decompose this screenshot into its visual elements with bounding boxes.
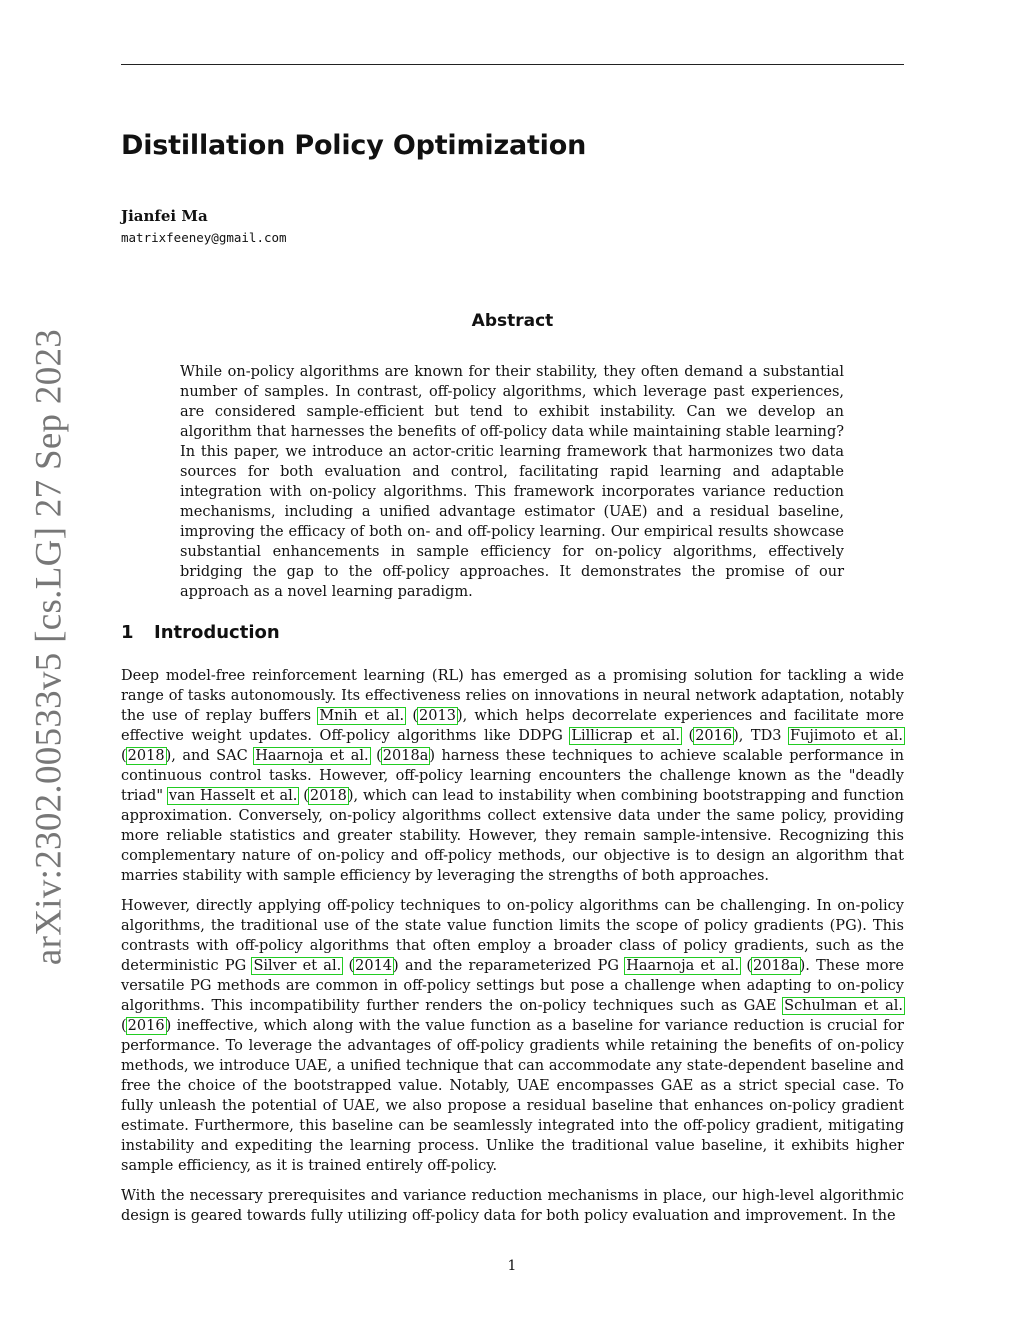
citation-year-link[interactable]: 2016 bbox=[127, 1018, 165, 1034]
abstract-heading: Abstract bbox=[471, 311, 554, 331]
citation-year-link[interactable]: 2018a bbox=[382, 748, 429, 764]
author-email: matrixfeeney@gmail.com bbox=[121, 230, 287, 245]
citation-year-link[interactable]: 2016 bbox=[695, 728, 733, 744]
text-run: However, directly applying off-policy techniques to on-policy algorithms can be challenging. In on-policy algorithms, the traditional use of the state value function limits the scope of policy gradients (PG). This contrasts with off-policy algorithms that often employ a broader class of policy gradients, such as the deterministic PG bbox=[121, 898, 904, 974]
author-name: Jianfei Ma bbox=[121, 207, 208, 225]
text-run: and the reparameterized PG bbox=[398, 958, 626, 974]
text-run: , which helps decorrelate experiences and facilitate more effective weight updates. Off-policy algorithms like DDPG bbox=[121, 708, 904, 744]
paper-title: Distillation Policy Optimization bbox=[121, 130, 587, 161]
citation-link[interactable]: Fujimoto et al. bbox=[790, 728, 903, 744]
citation-link[interactable]: Haarnoja et al. bbox=[255, 748, 369, 764]
top-rule bbox=[121, 64, 904, 65]
text-run: ineffective, which along with the value function as a baseline for variance reduction is crucial for performance. To leverage the advantages of off-policy gradients while retaining the benefits of on-policy methods, we introduce UAE, a unified technique that can accommodate any state-dependent baseline and free the choice of the bootstrapped value. Notably, UAE encompasses GAE as a strict special case. To fully unleash the potential of UAE, we also propose a residual baseline that enhances on-policy gradient estimate. Furthermore, this baseline can be seamlessly integrated into the off-policy gradient, mitigating instability and expediting the learning process. Unlike the traditional value baseline, it exhibits higher sample efficiency, as it is trained entirely off-policy. bbox=[121, 1018, 904, 1174]
citation-year-link[interactable]: 2018 bbox=[309, 788, 347, 804]
section-title: Introduction bbox=[154, 622, 280, 643]
citation-year-link[interactable]: 2018 bbox=[127, 748, 165, 764]
text-run: , which can lead to instability when combining bootstrapping and function approximation. Conversely, on-policy algorithms collect extensive data under the same policy, providing more reliable statistics and greater stability. However, they remain sample-intensive. Recognizing this complementary nature of on-policy and off-policy methods, our objective is to design an algorithm that marries stability with sample efficiency by leveraging the strengths of both approaches. bbox=[121, 788, 904, 884]
paragraph-3: With the necessary prerequisites and variance reduction mechanisms in place, our high-level algorithmic design is geared towards fully utilizing off-policy data for both policy evaluation and improvement. In the bbox=[121, 1188, 904, 1224]
paragraph-1: Deep model-free reinforcement learning (RL) has emerged as a promising solution for tackling a wide range of tasks autonomously. Its effectiveness relies on innovations in neural network adaptation, notably the use of replay buffers Mnih et al. (2013), which helps decorrelate experiences and facilitate more effective weight updates. Off-policy algorithms like DDPG Lillicrap et al. (2016), TD3 Fujimoto et al. (2018), and SAC Haarnoja et al. (2018a) harness these techniques to achieve scalable performance in continuous control tasks. However, off-policy learning encounters the challenge known as the "deadly triad" van Hasselt et al. (2018), which can lead to instability when combining bootstrapping and function approximation. Conversely, on-policy algorithms collect extensive data under the same policy, providing more reliable statistics and greater stability. However, they remain sample-intensive. Recognizing this complementary nature of on-policy and off-policy methods, our objective is to design an algorithm that marries stability with sample efficiency by leveraging the strengths of both approaches. bbox=[121, 668, 905, 884]
citation-link[interactable]: Silver et al. bbox=[253, 958, 342, 974]
paragraph-2: However, directly applying off-policy techniques to on-policy algorithms can be challenging. In on-policy algorithms, the traditional use of the state value function limits the scope of policy gradients (PG). This contrasts with off-policy algorithms that often employ a broader class of policy gradients, such as the deterministic PG Silver et al. (2014) and the reparameterized PG Haarnoja et al. (2018a). These more versatile PG methods are common in off-policy settings but pose a challenge when adapting to on-policy algorithms. This incompatibility further renders the on-policy techniques such as GAE Schulman et al. (2016) ineffective, which along with the value function as a baseline for variance reduction is crucial for performance. To leverage the advantages of off-policy gradients while retaining the benefits of on-policy methods, we introduce UAE, a unified technique that can accommodate any state-dependent baseline and free the choice of the bootstrapped value. Notably, UAE encompasses GAE as a strict special case. To fully unleash the potential of UAE, we also propose a residual baseline that enhances on-policy gradient estimate. Furthermore, this baseline can be seamlessly integrated into the off-policy gradient, mitigating instability and expediting the learning process. Unlike the traditional value baseline, it exhibits higher sample efficiency, as it is trained entirely off-policy. bbox=[121, 898, 904, 1174]
text-run: Deep model-free reinforcement learning (RL) has emerged as a promising solution for tackling a wide range of tasks autonomously. Its effectiveness relies on innovations in neural network adaptation, notably the use of replay buffers bbox=[121, 668, 904, 724]
section-number: 1 bbox=[121, 622, 134, 643]
text-run: , TD3 bbox=[738, 728, 790, 744]
citation-year-link[interactable]: 2013 bbox=[419, 708, 456, 724]
citation-year-link[interactable]: 2018a bbox=[753, 958, 799, 974]
body-text bbox=[121, 666, 904, 1236]
citation-year-link[interactable]: 2014 bbox=[355, 958, 393, 974]
text-run: , and SAC bbox=[171, 748, 255, 764]
citation-link[interactable]: Schulman et al. bbox=[784, 998, 903, 1014]
section-heading bbox=[121, 622, 280, 643]
citation-link[interactable]: Mnih et al. bbox=[319, 708, 405, 724]
text-run: . These more versatile PG methods are common in off-policy settings but pose a challenge when adapting to on-policy algorithms. This incompatibility further renders the on-policy techniques such as GAE bbox=[121, 958, 904, 1014]
citation-link[interactable]: Haarnoja et al. bbox=[626, 958, 740, 974]
arxiv-stamp: arXiv:2302.00533v5 [cs.LG] 27 Sep 2023 bbox=[28, 328, 70, 966]
citation-link[interactable]: Lillicrap et al. bbox=[571, 728, 680, 744]
citation-link[interactable]: van Hasselt et al. bbox=[168, 788, 298, 804]
text-run: harness these techniques to achieve scalable performance in continuous control tasks. However, off-policy learning encounters the challenge known as the "deadly triad" bbox=[121, 748, 905, 804]
abstract-text: While on-policy algorithms are known for their stability, they often demand a substantial number of samples. In contrast, off-policy algorithms, which leverage past experiences, are considered sample-efficient but tend to exhibit instability. Can we develop an algorithm that harnesses the benefits of off-policy data while maintaining stable learning? In this paper, we introduce an actor-critic learning framework that harmonizes two data sources for both evaluation and control, facilitating rapid learning and adaptable integration with on-policy algorithms. This framework incorporates variance reduction mechanisms, including a unified advantage estimator (UAE) and a residual baseline, improving the efficacy of both on- and off-policy learning. Our empirical results showcase substantial enhancements in sample efficiency for on-policy algorithms, effectively bridging the gap to the off-policy approaches. It demonstrates the promise of our approach as a novel learning paradigm. bbox=[180, 364, 844, 600]
page-number: 1 bbox=[507, 1258, 517, 1274]
